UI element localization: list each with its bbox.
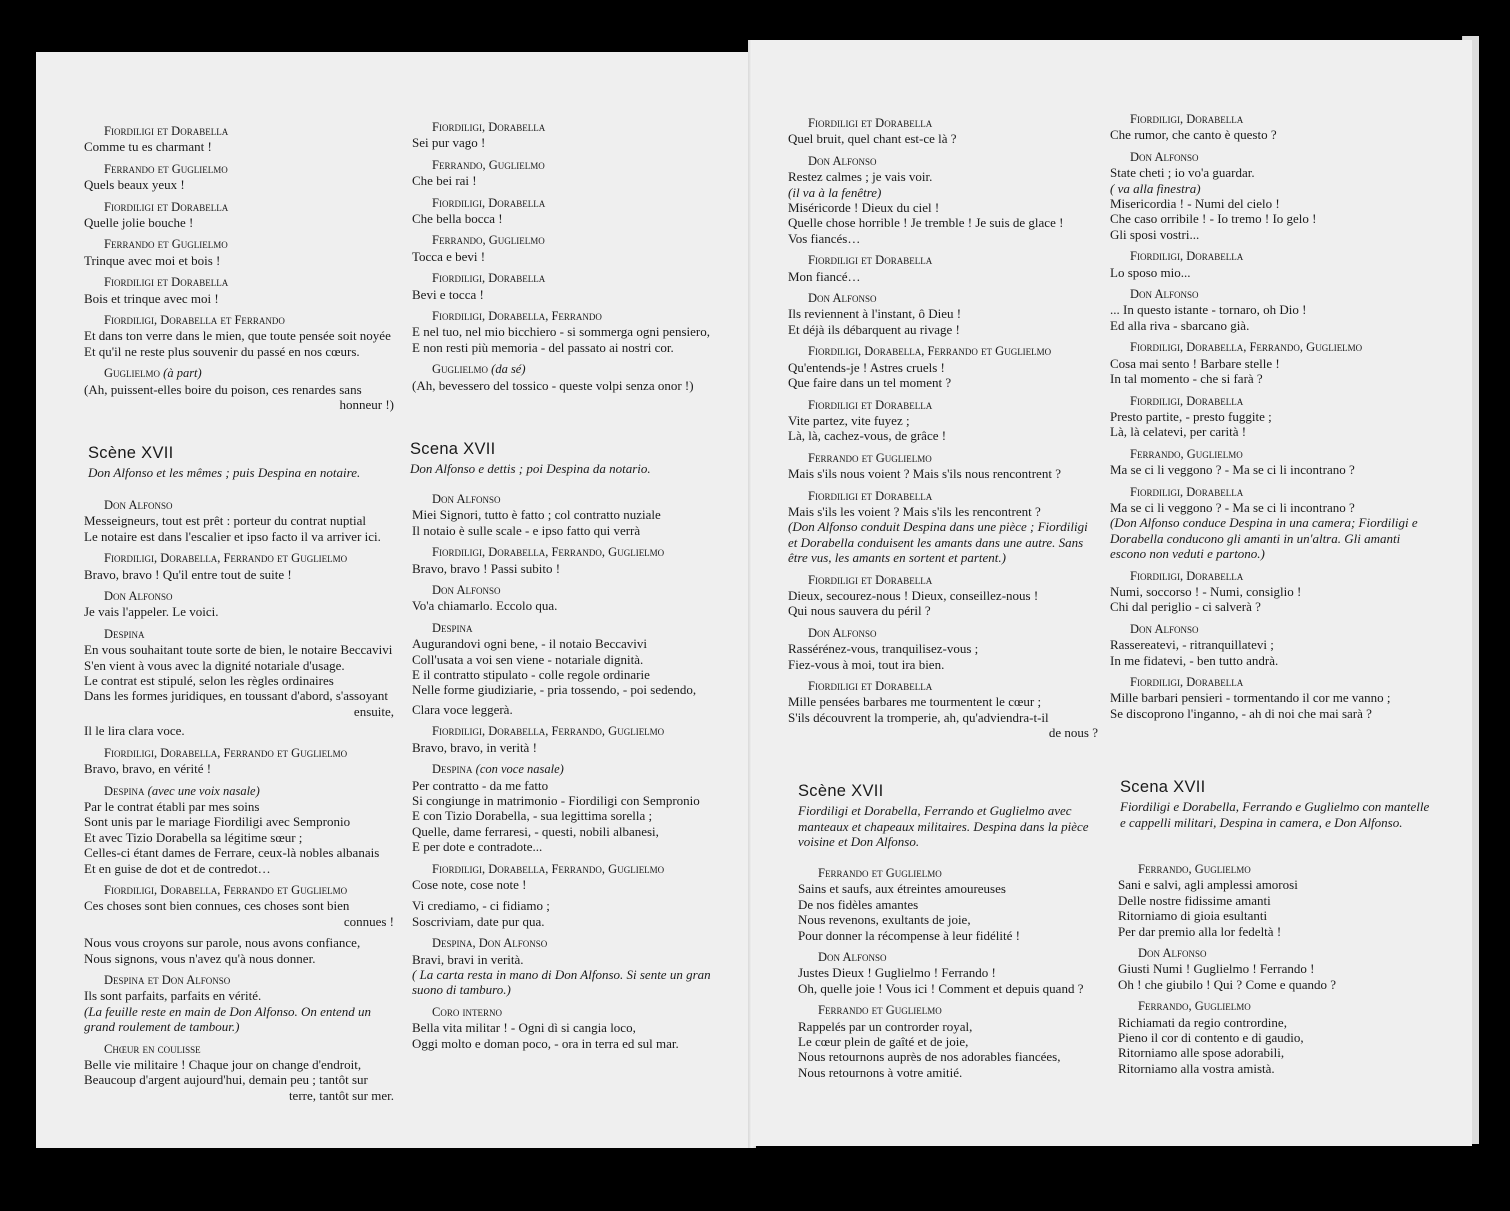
verse-line: Pieno il cor di contento e di gaudio, bbox=[1118, 1030, 1304, 1046]
verse-line: Che bei rai ! bbox=[412, 173, 477, 189]
verse-line: Delle nostre fidissime amanti bbox=[1118, 892, 1271, 908]
verse-line: Il le lira clara voce. bbox=[84, 723, 185, 739]
speaker-name: Despina (con voce nasale) bbox=[432, 762, 564, 777]
stage-direction: (La feuille reste en main de Don Alfonso. On entend un grand roulement de tambour.) bbox=[84, 1003, 372, 1035]
verse-line: E per dote e contradote... bbox=[412, 839, 543, 855]
speech-block bbox=[412, 492, 722, 538]
stage-direction: ( va alla finestra) bbox=[1110, 180, 1201, 196]
speaker-name: Ferrando et Guglielmo bbox=[808, 450, 932, 465]
verse-line: De nos fidèles amantes bbox=[798, 896, 919, 912]
verse-line: Ils reviennent à l'instant, ô Dieu ! bbox=[788, 306, 962, 322]
verse-line: Numi, soccorso ! - Numi, consiglio ! bbox=[1110, 583, 1302, 599]
stage-note: (con voce nasale) bbox=[475, 762, 564, 777]
scene-italian-left bbox=[410, 442, 720, 477]
speaker-name: Don Alfonso bbox=[432, 583, 501, 598]
speech-block bbox=[84, 498, 394, 544]
speaker-name: Fiordiligi et Dorabella bbox=[808, 397, 933, 412]
speech-block bbox=[788, 573, 1098, 619]
verse-line: Le notaire est dans l'escalier et ipso facto il va arriver ici. bbox=[84, 528, 381, 544]
verse-line: In tal momento - che si farà ? bbox=[1110, 371, 1263, 387]
verse-line: Ed alla riva - sbarcano già. bbox=[1110, 317, 1250, 333]
speech-block bbox=[798, 1003, 1108, 1080]
speaker-name: Despina bbox=[432, 620, 473, 635]
verse-line: Misericordia ! - Numi del cielo ! bbox=[1110, 196, 1280, 212]
scene-italian-right bbox=[1120, 780, 1430, 830]
verse-line: Vite partez, vite fuyez ; bbox=[788, 412, 910, 428]
speaker-name: Ferrando et Guglielmo bbox=[818, 1003, 942, 1018]
speaker-name: Fiordiligi, Dorabella et Ferrando bbox=[104, 313, 285, 328]
verse-line: Celles-ci étant dames de Ferrare, ceux-là nobles albanais bbox=[84, 845, 380, 861]
scene-title: Scena XVII bbox=[1120, 778, 1206, 796]
speech-block bbox=[84, 366, 394, 412]
speech-block bbox=[412, 196, 722, 227]
scene-title: Scène XVII bbox=[798, 782, 884, 800]
verse-line: Le contrat est stipulé, selon les règles ordinaires bbox=[84, 673, 334, 689]
speaker-name: Fiordiligi, Dorabella bbox=[1130, 249, 1244, 264]
left-page bbox=[36, 52, 752, 1148]
speech-block bbox=[84, 627, 394, 739]
verse-line: Comme tu es charmant ! bbox=[84, 139, 212, 155]
verse-line: Là, là, cachez-vous, de grâce ! bbox=[788, 428, 947, 444]
speaker-name: Ferrando et Guglielmo bbox=[818, 866, 942, 880]
speech-block bbox=[1110, 622, 1420, 668]
speaker-name: Fiordiligi, Dorabella bbox=[1130, 393, 1244, 408]
speaker-name: Fiordiligi, Dorabella bbox=[432, 271, 546, 286]
verse-line: Oggi molto e doman poco, - ora in terra ed sul mar. bbox=[412, 1035, 679, 1051]
verse-line: Tocca e bevi ! bbox=[412, 248, 486, 264]
verse-line: Clara voce leggerà. bbox=[412, 701, 513, 717]
speech-block bbox=[84, 746, 394, 777]
verse-line: Rappelés par un controrder royal, bbox=[798, 1018, 973, 1034]
verse-line: Coll'usata a voi sen viene - notariale dignità. bbox=[412, 651, 644, 667]
verse-line: E il contratto stipulato - colle regole ordinarie bbox=[412, 667, 650, 683]
speech-block bbox=[788, 626, 1098, 672]
speech-block bbox=[1110, 340, 1420, 386]
speaker-name: Guglielmo (da sé) bbox=[432, 362, 526, 377]
speaker-name: Don Alfonso bbox=[1130, 287, 1199, 302]
verse-line: Mon fiancé… bbox=[788, 268, 861, 284]
verse-line: Richiamati da regio contrordine, bbox=[1118, 1014, 1287, 1030]
verse-line: Là, là celatevi, per carità ! bbox=[1110, 424, 1247, 440]
speech-block bbox=[84, 784, 394, 876]
speech-block bbox=[84, 973, 394, 1035]
verse-line: Miséricorde ! Dieux du ciel ! bbox=[788, 200, 940, 216]
speaker-name: Coro interno bbox=[432, 1004, 502, 1019]
verse-line: Sont unis par le mariage Fiordiligi avec Sempronio bbox=[84, 814, 351, 830]
speech-block bbox=[84, 1042, 394, 1104]
verse-line: Sani e salvi, agli amplessi amorosi bbox=[1118, 877, 1298, 893]
speech-block bbox=[84, 124, 394, 155]
verse-line: Beaucoup d'argent aujourd'hui, demain peu ; tantôt sur bbox=[84, 1072, 368, 1088]
verse-line: Lo sposo mio... bbox=[1110, 264, 1191, 280]
verse-line: Restez calmes ; je vais voir. bbox=[788, 169, 933, 185]
speech-block bbox=[788, 451, 1098, 482]
speech-block bbox=[412, 762, 722, 854]
speaker-name: Despina bbox=[104, 626, 145, 641]
verse-line: Et avec Tizio Dorabella sa légitime sœur ; bbox=[84, 829, 303, 845]
verse-line: Per dar premio alla lor fedeltà ! bbox=[1118, 923, 1282, 939]
speaker-name: Don Alfonso bbox=[808, 153, 877, 168]
verse-line: (Ah, puissent-elles boire du poison, ces renardes sans bbox=[84, 381, 362, 397]
speaker-name: Don Alfonso bbox=[104, 589, 173, 604]
verse-line: Augurandovi ogni bene, - il notaio Beccavivi bbox=[412, 636, 648, 652]
verse-line: Et en guise de dot et de contredot… bbox=[84, 860, 271, 876]
verse-line: Rassérénez-vous, tranquilisez-vous ; bbox=[788, 641, 979, 657]
speaker-name: Fiordiligi et Dorabella bbox=[104, 124, 229, 138]
speaker-name: Ferrando et Guglielmo bbox=[104, 237, 228, 252]
speaker-name: Fiordiligi, Dorabella bbox=[1130, 112, 1244, 126]
speech-block bbox=[412, 362, 722, 393]
verse-line: Vos fiancés… bbox=[788, 230, 861, 246]
verse-line: Che rumor, che canto è questo ? bbox=[1110, 127, 1277, 143]
verse-line-continuation: connues ! bbox=[343, 913, 394, 929]
speech-block bbox=[412, 936, 722, 998]
speech-block bbox=[1110, 394, 1420, 440]
verse-line: Nous retournons à votre amitié. bbox=[798, 1064, 963, 1080]
verse-line: Quel bruit, quel chant est-ce là ? bbox=[788, 131, 957, 147]
verse-line: (Ah, bevessero del tossico - queste volpi senza onor !) bbox=[412, 377, 694, 393]
verse-line: Dans les formes juridiques, en toussant d'abord, s'assoyant bbox=[84, 688, 388, 704]
speech-block bbox=[412, 1005, 722, 1051]
verse-line: Bravo, bravo, en vérité ! bbox=[84, 761, 212, 777]
speech-block bbox=[798, 950, 1108, 996]
col-italian-bottom bbox=[412, 492, 722, 1058]
verse-line: Pour donner la récompense à leur fidélité ! bbox=[798, 927, 1020, 943]
verse-line: Nelle forme giudiziarie, - pria tossendo, - poi sedendo, bbox=[412, 682, 697, 698]
verse-line: Trinque avec moi et bois ! bbox=[84, 252, 221, 268]
verse-line: Par le contrat établi par mes soins bbox=[84, 798, 260, 814]
right-page bbox=[752, 40, 1472, 1146]
verse-line: Bravi, bravi in verità. bbox=[412, 951, 524, 967]
stage-note: (da sé) bbox=[491, 362, 526, 377]
speech-block bbox=[1110, 569, 1420, 615]
verse-line: Sei pur vago ! bbox=[412, 135, 486, 151]
speech-block bbox=[84, 162, 394, 193]
speech-block bbox=[788, 116, 1098, 147]
speech-block bbox=[412, 862, 722, 930]
col-italian-top bbox=[412, 120, 722, 400]
speaker-name: Fiordiligi et Dorabella bbox=[808, 116, 933, 130]
speech-block bbox=[412, 545, 722, 576]
verse-line: Nous retournons auprès de nos adorables fiancées, bbox=[798, 1049, 1061, 1065]
verse-line: Ma se ci li veggono ? - Ma se ci li incontrano ? bbox=[1110, 499, 1355, 515]
verse-line: Soscriviam, date pur qua. bbox=[412, 913, 545, 929]
speech-block bbox=[84, 237, 394, 268]
verse-line: Chi dal periglio - ci salverà ? bbox=[1110, 599, 1261, 615]
stage-note: (avec une voix nasale) bbox=[147, 783, 260, 798]
speech-block bbox=[798, 866, 1108, 943]
speaker-name: Fiordiligi, Dorabella, Ferrando, Guglielmo bbox=[432, 861, 665, 876]
speech-block bbox=[788, 398, 1098, 444]
speaker-name: Ferrando, Guglielmo bbox=[1130, 446, 1243, 461]
verse-line: Qu'entends-je ! Astres cruels ! bbox=[788, 359, 945, 375]
stage-direction: (Don Alfonso conduce Despina in una camera; Fiordiligi e Dorabella conducono gli amanti in un'altra. Gli amanti escono non veduti e partono.) bbox=[1110, 515, 1418, 562]
scene-french-left bbox=[88, 446, 398, 481]
speaker-name: Fiordiligi, Dorabella, Ferrando, Guglielmo bbox=[1130, 340, 1363, 355]
speaker-name: Don Alfonso bbox=[818, 950, 887, 965]
verse-line: S'ils découvrent la tromperie, ah, qu'adviendra-t-il bbox=[788, 709, 1049, 725]
verse-line: Bravo, bravo ! Qu'il entre tout de suite ! bbox=[84, 566, 292, 582]
verse-line: Mais s'ils les voient ? Mais s'ils les rencontrent ? bbox=[788, 503, 1041, 519]
verse-line: Mille pensées barbares me tourmentent le cœur ; bbox=[788, 694, 1042, 710]
scene-direction: Don Alfonso e dettis ; poi Despina da notario. bbox=[410, 461, 651, 477]
speaker-name: Fiordiligi et Dorabella bbox=[808, 488, 933, 503]
verse-line: Ritorniamo di gioia esultanti bbox=[1118, 908, 1268, 924]
speaker-name: Fiordiligi, Dorabella, Ferrando, Guglielmo bbox=[432, 545, 665, 560]
verse-line: Bravo, bravo ! Passi subito ! bbox=[412, 560, 561, 576]
speech-block bbox=[84, 883, 394, 966]
speaker-name: Guglielmo (à part) bbox=[104, 366, 202, 381]
verse-line: Dieux, secourez-nous ! Dieux, conseillez-nous ! bbox=[788, 587, 1039, 603]
verse-line: Rassereatevi, - ritranquillatevi ; bbox=[1110, 637, 1274, 653]
speaker-name: Ferrando et Guglielmo bbox=[104, 161, 228, 176]
verse-line-continuation: de nous ? bbox=[1048, 725, 1098, 741]
speech-block bbox=[788, 489, 1098, 566]
stage-direction: (Don Alfonso conduit Despina dans une pièce ; Fiordiligi et Dorabella conduisent les amants dans une autre. Sans être vus, les amants en sortent et partent.) bbox=[788, 519, 1088, 566]
verse-line: Justes Dieux ! Guglielmo ! Ferrando ! bbox=[798, 965, 996, 981]
verse-line: E non resti più memoria - del passato ai nostri cor. bbox=[412, 339, 674, 355]
speaker-name: Despina (avec une voix nasale) bbox=[104, 783, 260, 798]
speech-block bbox=[84, 313, 394, 359]
verse-line: Ma se ci li veggono ? - Ma se ci li incontrano ? bbox=[1110, 462, 1355, 478]
speech-block bbox=[1110, 485, 1420, 562]
verse-line: Quelle, dame ferraresi, - questi, nobili albanesi, bbox=[412, 823, 659, 839]
speaker-name: Fiordiligi, Dorabella bbox=[432, 120, 546, 134]
scene-title: Scena XVII bbox=[410, 440, 496, 458]
verse-line: Belle vie militaire ! Chaque jour on change d'endroit, bbox=[84, 1057, 362, 1072]
scene-french-right bbox=[798, 784, 1108, 850]
verse-line: Nous revenons, exultants de joie, bbox=[798, 912, 971, 928]
speaker-name: Fiordiligi et Dorabella bbox=[808, 679, 933, 693]
verse-line: E nel tuo, nel mio bicchiero - si sommerga ogni pensiero, bbox=[412, 324, 710, 340]
speech-block bbox=[412, 271, 722, 302]
speech-block bbox=[412, 309, 722, 355]
speech-block bbox=[1118, 862, 1428, 939]
speech-block bbox=[788, 291, 1098, 337]
verse-line: Vo'a chiamarlo. Eccolo qua. bbox=[412, 598, 558, 614]
verse-line: Si congiunge in matrimonio - Fiordiligi con Sempronio bbox=[412, 792, 700, 808]
speech-block bbox=[1110, 112, 1420, 143]
verse-line: Ces choses sont bien connues, ces choses sont bien bbox=[84, 898, 350, 914]
scene-direction: Don Alfonso et les mêmes ; puis Despina en notaire. bbox=[88, 465, 361, 481]
speaker-name: Don Alfonso bbox=[1130, 149, 1199, 164]
verse-line: Bois et trinque avec moi ! bbox=[84, 290, 219, 306]
verse-line: Cose note, cose note ! bbox=[412, 876, 527, 892]
speech-block bbox=[84, 200, 394, 231]
verse-line: Bella vita militar ! - Ogni dì si cangia loco, bbox=[412, 1020, 636, 1036]
verse-line: Se discoprono l'inganno, - ah di noi che mai sarà ? bbox=[1110, 705, 1372, 721]
scene-direction: Fiordiligi e Dorabella, Ferrando e Guglielmo con mantelle e cappelli militari, Despina in camera, e Don Alfonso. bbox=[1120, 799, 1430, 830]
verse-line: Che bella bocca ! bbox=[412, 211, 503, 227]
verse-line: Nous vous croyons sur parole, nous avons confiance, bbox=[84, 935, 361, 951]
speaker-name: Fiordiligi, Dorabella, Ferrando, Guglielmo bbox=[432, 724, 665, 739]
verse-line: Que faire dans un tel moment ? bbox=[788, 375, 952, 391]
speech-block bbox=[788, 679, 1098, 741]
speaker-name: Despina, Don Alfonso bbox=[432, 936, 548, 951]
speaker-name: Chœur en coulisse bbox=[104, 1041, 201, 1056]
speaker-name: Fiordiligi, Dorabella, Ferrando bbox=[432, 309, 602, 324]
speech-block bbox=[412, 158, 722, 189]
verse-line: Vi crediamo, - ci fidiamo ; bbox=[412, 898, 550, 914]
speech-block bbox=[1110, 249, 1420, 280]
speaker-name: Ferrando, Guglielmo bbox=[432, 233, 545, 248]
verse-line: Quels beaux yeux ! bbox=[84, 177, 185, 193]
verse-line: Per contratto - da me fatto bbox=[412, 777, 549, 793]
speech-block bbox=[412, 233, 722, 264]
col-french-bottom-right bbox=[798, 866, 1108, 1087]
verse-line: Mais s'ils nous voient ? Mais s'ils nous rencontrent ? bbox=[788, 466, 1061, 482]
speaker-name: Fiordiligi, Dorabella, Ferrando et Guglielmo bbox=[104, 745, 348, 760]
verse-line: Gli sposi vostri... bbox=[1110, 226, 1200, 242]
verse-line: En vous souhaitant toute sorte de bien, le notaire Beccavivi bbox=[84, 642, 393, 658]
speaker-name: Fiordiligi et Dorabella bbox=[808, 572, 933, 587]
speech-block bbox=[1118, 999, 1428, 1076]
speaker-name: Ferrando, Guglielmo bbox=[1138, 999, 1251, 1014]
speaker-name: Fiordiligi, Dorabella bbox=[1130, 568, 1244, 583]
speaker-name: Don Alfonso bbox=[808, 625, 877, 640]
speech-block bbox=[1110, 447, 1420, 478]
speech-block bbox=[412, 724, 722, 755]
col-french-top-right bbox=[788, 116, 1098, 748]
speaker-name: Fiordiligi et Dorabella bbox=[104, 199, 229, 214]
speaker-name: Fiordiligi, Dorabella bbox=[1130, 675, 1244, 689]
speaker-name: Fiordiligi, Dorabella, Ferrando et Guglielmo bbox=[104, 551, 348, 566]
verse-line: Et qu'il ne reste plus souvenir du passé en nos cœurs. bbox=[84, 343, 360, 359]
verse-line: Oh ! che giubilo ! Qui ? Come e quando ? bbox=[1118, 976, 1337, 992]
verse-line: Oh, quelle joie ! Vous ici ! Comment et depuis quand ? bbox=[798, 980, 1084, 996]
verse-line: Sains et saufs, aux étreintes amoureuses bbox=[798, 881, 1006, 897]
verse-line-continuation: terre, tantôt sur mer. bbox=[288, 1087, 394, 1103]
verse-line: State cheti ; io vo'a guardar. bbox=[1110, 165, 1255, 181]
speaker-name: Fiordiligi, Dorabella bbox=[432, 195, 546, 210]
verse-line: Giusti Numi ! Guglielmo ! Ferrando ! bbox=[1118, 961, 1315, 977]
speech-block bbox=[412, 583, 722, 614]
verse-line: Presto partite, - presto fuggite ; bbox=[1110, 408, 1272, 424]
speaker-name: Ferrando, Guglielmo bbox=[432, 157, 545, 172]
speaker-name: Despina et Don Alfonso bbox=[104, 972, 231, 987]
verse-line: Messeigneurs, tout est prêt : porteur du contrat nuptial bbox=[84, 513, 366, 529]
col-french-bottom bbox=[84, 498, 394, 1110]
speech-block bbox=[412, 120, 722, 151]
speaker-name: Don Alfonso bbox=[1138, 946, 1207, 961]
speech-block bbox=[788, 253, 1098, 284]
verse-line: In me fidatevi, - ben tutto andrà. bbox=[1110, 652, 1279, 668]
speech-block bbox=[788, 154, 1098, 246]
col-italian-bottom-right bbox=[1118, 862, 1428, 1083]
verse-line: Et déjà ils débarquent au rivage ! bbox=[788, 321, 960, 337]
verse-line: Nous signons, vous n'avez qu'à nous donner. bbox=[84, 950, 316, 966]
speaker-name: Don Alfonso bbox=[808, 291, 877, 306]
verse-line: Quelle jolie bouche ! bbox=[84, 215, 194, 231]
verse-line: Mille barbari pensieri - tormentando il cor me vanno ; bbox=[1110, 690, 1391, 706]
scene-title: Scène XVII bbox=[88, 444, 174, 462]
verse-line: Bevi e tocca ! bbox=[412, 286, 484, 302]
verse-line: S'en vient à vous avec la dignité notariale d'usage. bbox=[84, 657, 345, 673]
speaker-name: Don Alfonso bbox=[104, 498, 173, 512]
col-italian-top-right bbox=[1110, 112, 1420, 728]
speech-block bbox=[1110, 150, 1420, 242]
stage-note: (à part) bbox=[163, 366, 202, 381]
speech-block bbox=[412, 621, 722, 717]
verse-line: Ils sont parfaits, parfaits en vérité. bbox=[84, 988, 262, 1004]
speech-block bbox=[1118, 946, 1428, 992]
verse-line-continuation: honneur !) bbox=[339, 397, 394, 413]
verse-line: Fiez-vous à moi, tout ira bien. bbox=[788, 656, 945, 672]
speech-block bbox=[1110, 287, 1420, 333]
speech-block bbox=[84, 589, 394, 620]
speech-block bbox=[788, 344, 1098, 390]
verse-line-continuation: ensuite, bbox=[353, 703, 394, 719]
speaker-name: Don Alfonso bbox=[1130, 621, 1199, 636]
verse-line: Et dans ton verre dans le mien, que toute pensée soit noyée bbox=[84, 328, 391, 344]
speaker-name: Fiordiligi et Dorabella bbox=[808, 253, 933, 268]
verse-line: Il notaio è sulle scale - e ipso fatto qui verrà bbox=[412, 522, 641, 538]
verse-line: Miei Signori, tutto è fatto ; col contratto nuziale bbox=[412, 507, 661, 523]
speaker-name: Ferrando, Guglielmo bbox=[1138, 862, 1251, 876]
speech-block bbox=[84, 551, 394, 582]
speech-block bbox=[84, 275, 394, 306]
verse-line: Che caso orribile ! - Io tremo ! Io gelo ! bbox=[1110, 211, 1317, 227]
speaker-name: Fiordiligi et Dorabella bbox=[104, 275, 229, 290]
verse-line: Je vais l'appeler. Le voici. bbox=[84, 604, 219, 620]
verse-line: Ritorniamo alle spose adorabili, bbox=[1118, 1045, 1285, 1061]
speaker-name: Don Alfonso bbox=[432, 492, 501, 506]
verse-line: Ritorniamo alla vostra amistà. bbox=[1118, 1060, 1275, 1076]
stage-direction: ( La carta resta in mano di Don Alfonso. Si sente un gran suono di tamburo.) bbox=[412, 966, 711, 998]
verse-line: Qui nous sauvera du péril ? bbox=[788, 603, 931, 619]
speaker-name: Fiordiligi, Dorabella bbox=[1130, 484, 1244, 499]
col-french-top bbox=[84, 124, 394, 420]
verse-line: Quelle chose horrible ! Je tremble ! Je suis de glace ! bbox=[788, 215, 1064, 231]
speaker-name: Fiordiligi, Dorabella, Ferrando et Guglielmo bbox=[104, 882, 348, 897]
verse-line: Cosa mai sento ! Barbare stelle ! bbox=[1110, 355, 1280, 371]
speaker-name: Fiordiligi, Dorabella, Ferrando et Guglielmo bbox=[808, 344, 1052, 359]
verse-line: E con Tizio Dorabella, - sua legittima sorella ; bbox=[412, 808, 653, 824]
verse-line: Le cœur plein de gaîté et de joie, bbox=[798, 1034, 969, 1050]
verse-line: ... In questo istante - tornaro, oh Dio ! bbox=[1110, 302, 1307, 318]
verse-line: Bravo, bravo, in verità ! bbox=[412, 739, 537, 755]
scene-direction: Fiordiligi et Dorabella, Ferrando et Guglielmo avec manteaux et chapeaux militaires. Despina dans la pièce voisine et Don Alfonso. bbox=[798, 803, 1089, 850]
speech-block bbox=[1110, 675, 1420, 721]
stage-direction: (il va à la fenêtre) bbox=[788, 184, 882, 200]
